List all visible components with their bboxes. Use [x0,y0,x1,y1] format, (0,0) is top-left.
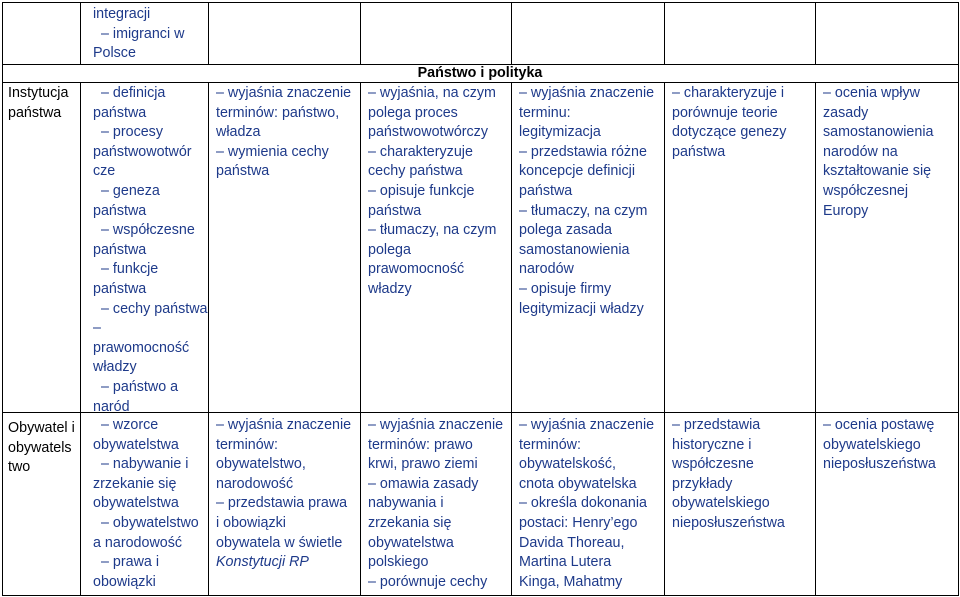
text-line: władza [216,124,261,141]
text-line: – funkcje [101,261,159,278]
text-line: krwi, prawo ziemi [368,456,478,473]
row2-complementary-requirements-cell [519,416,654,592]
text-line: państwa [216,163,270,180]
text-line: samostanowienia [519,241,630,258]
text-line: państwowotwór [93,143,192,160]
text-line: – opisuje firmy [519,280,612,297]
text-line: – określa dokonania [519,495,647,512]
text-line: – tłumaczy, na czym [519,202,648,219]
text-line: – [93,320,101,337]
text-line: – porównuje cechy [368,573,488,590]
col-divider-2b [208,82,209,596]
text-line: polega proces [368,104,458,121]
row1-complementary-requirements-cell [519,84,654,319]
col-divider-3b [360,82,361,596]
text-line: – wyjaśnia znaczenie [216,85,352,101]
text-line: – imigranci w [101,25,185,42]
text-line: two [8,459,31,476]
text-line: integracji [93,6,151,22]
text-line: – tłumaczy, na czym [368,222,497,239]
text-line: – charakteryzuje [368,143,473,160]
text-line: porównuje teorie [672,104,778,121]
text-line: władzy [93,359,137,376]
text-line: państwa [93,241,147,258]
col-divider-1 [80,2,81,65]
text-line: – charakteryzuje i [672,85,785,101]
text-line: obywatels [8,439,72,456]
text-line: Davida Thoreau, [519,534,625,551]
text-line: narodów na [823,143,898,160]
text-line: Instytucja [8,85,69,101]
text-line: dotyczące genezy [672,124,787,141]
text-line: współczesnej [823,182,909,199]
text-line: polega zasada [519,222,613,239]
text-line: legitymizacji władzy [519,300,644,317]
text-line: cechy państwa [368,163,463,180]
text-line: – wyjaśnia znaczenie [368,417,504,433]
col-divider-6b [815,82,816,596]
row1-extended-requirements-cell [368,84,496,300]
text-line: nabywania i [368,495,444,512]
row1-outstanding-requirements-cell [823,84,933,221]
text-line: kształtowanie się [823,163,932,180]
col-divider-5 [664,2,665,65]
text-line: państwa [519,182,573,199]
text-line: nieposłuszeństwa [672,514,785,531]
text-line: zrzekania się [368,514,452,531]
table-border-right [958,2,959,596]
row1-topics-cell [93,84,208,417]
text-line: legitymizacja [519,124,601,141]
text-line: – cechy państwa [101,300,208,317]
text-line: prawomocność [93,339,190,356]
row1-section-cell [8,84,68,123]
row1-advanced-requirements-cell [672,84,786,162]
row0-topic-cell [93,5,184,64]
text-line: nieposłuszeństwa [823,456,936,473]
text-line: obywatelskość, [519,456,616,473]
row1-basic-requirements-cell [216,84,351,182]
text-line: terminów: państwo, [216,104,340,121]
text-line: – wyjaśnia znaczenie [216,417,352,433]
text-line: – państwo a [101,378,179,395]
text-line: – definicja [101,85,166,101]
text-line: – opisuje funkcje [368,182,475,199]
text-line: państwa [368,202,422,219]
text-line: narodów [519,261,574,278]
text-line: Polsce [93,45,136,62]
text-line: państwa [93,280,147,297]
text-line: – prawa i [101,554,160,571]
text-line: – wyjaśnia znaczenie [519,417,655,433]
col-divider-1b [80,82,81,596]
text-line: – współczesne [101,222,195,239]
text-line: Europy [823,202,869,219]
text-line: terminów: [519,436,581,453]
text-line: i obowiązki [216,514,286,531]
text-line: – ocenia postawę [823,417,935,433]
text-line: Kinga, Mahatmy [519,573,623,590]
text-line: – omawia zasady [368,475,479,492]
text-line: zasady [823,104,869,121]
col-divider-5b [664,82,665,596]
text-line: państwowotwórczy [368,124,488,141]
col-divider-2 [208,2,209,65]
text-line: obywatelstwo, [216,456,306,473]
text-line: państwa [8,104,62,121]
text-line: obywatelstwa [368,534,454,551]
text-line: – obywatelstwo [101,514,199,531]
col-divider-3 [360,2,361,65]
text-line: państwa [93,104,147,121]
text-line: – wyjaśnia znaczenie [519,85,655,101]
text-line: zrzekanie się [93,475,177,492]
text-line: Martina Lutera [519,554,612,571]
text-line: cnota obywatelska [519,475,637,492]
text-line: państwa [93,202,147,219]
text-line: terminów: prawo [368,436,473,453]
text-line: historyczne i [672,436,752,453]
text-line: obywatelstwa [93,495,179,512]
text-line: polskiego [368,554,429,571]
text-line: terminów: [216,436,278,453]
text-line: narodowość [216,475,294,492]
text-line: – przedstawia prawa [216,495,348,512]
text-line: obywatelskiego [823,436,921,453]
text-line: – wymienia cechy [216,143,329,160]
table-border-left [2,2,3,596]
col-divider-4 [511,2,512,65]
text-line: obywatelstwa [93,436,179,453]
text-line: – przedstawia różne [519,143,647,160]
text-line: a narodowość [93,534,183,551]
text-line: – nabywanie i [101,456,189,473]
text-line: – wzorce [101,417,159,433]
text-line: – procesy [101,124,163,141]
text-line: – geneza [101,182,160,199]
text-line: terminu: [519,104,571,121]
text-line: cze [93,163,116,180]
text-line: współczesne [672,456,754,473]
text-line: samostanowienia [823,124,934,141]
row2-extended-requirements-cell [368,416,503,592]
text-line: – ocenia wpływ [823,85,920,101]
text-line: postaci: Henry’ego [519,514,638,531]
row2-section-cell [8,419,75,478]
text-line: obywatela w świetle [216,534,343,551]
col-divider-6 [815,2,816,65]
text-line: przykłady [672,475,733,492]
text-line: władzy [368,280,412,297]
row2-topics-cell [93,416,199,592]
text-line: obywatelskiego [672,495,770,512]
row2-outstanding-requirements-cell [823,416,936,475]
text-line: państwa [672,143,726,160]
text-line: Obywatel i [8,420,75,436]
col-divider-4b [511,82,512,596]
text-line: prawomocność [368,261,465,278]
text-line: polega [368,241,411,258]
row2-basic-requirements-cell [216,416,351,573]
row2-advanced-requirements-cell [672,416,785,534]
text-line: – przedstawia [672,417,761,433]
text-line: naród [93,398,130,415]
text-line: obowiązki [93,573,156,590]
text-line: koncepcje definicji [519,163,636,180]
text-line-italic: Konstytucji RP [216,554,309,571]
section-title: Państwo i polityka [417,65,543,81]
text-line: – wyjaśnia, na czym [368,85,496,101]
